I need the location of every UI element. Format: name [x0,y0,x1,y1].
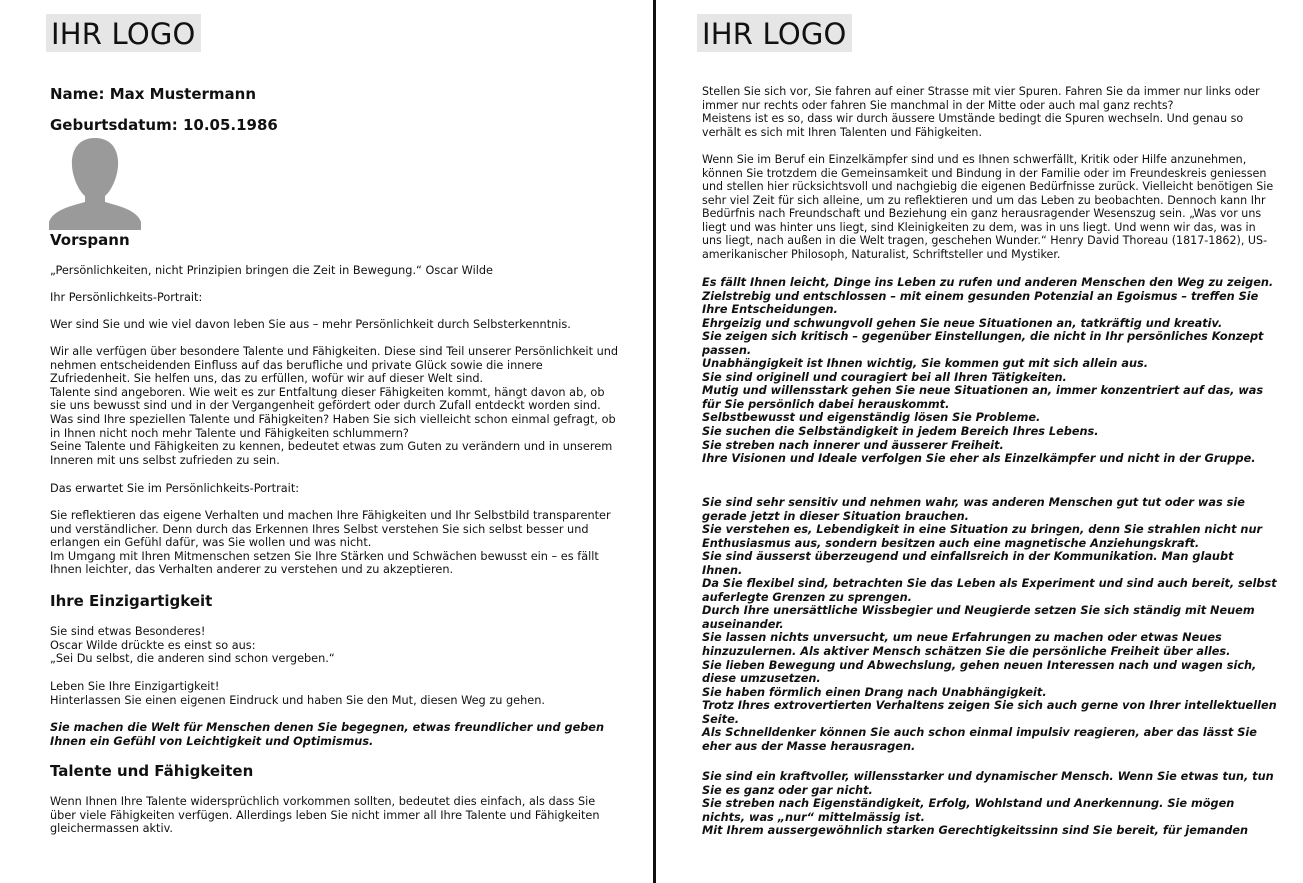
right-page [658,0,1303,883]
trait-line: Sie streben nach innerer und äusserer Freiheit. [702,438,1004,452]
intro-block [702,85,1277,139]
trait-block-1 [702,276,1277,466]
vorspann-paragraph: Talente sind angeboren. Wie weit es zur Entfaltung dieser Fähigkeiten kommt, hängt davon ab, ob sie uns bewusst sind und in der Vergangenheit gefördert oder durch Zufall entdeckt worden sind. Was sind Ihre speziellen Talente und Fähigkeiten? Haben Sie sich vielleicht schon einmal gefragt, ob in Ihnen nicht noch mehr Talente und Fähigkeiten schlummern? [50,385,616,440]
trait-line: Zielstrebig und entschlossen – mit einem gesunden Potenzial an Egoismus – treffen Sie Ihre Entscheidungen. [702,289,1259,317]
expect-label: Das erwartet Sie im Persönlichkeits-Portrait: [50,482,300,495]
vorspann-paragraph: Wir alle verfügen über besondere Talente und Fähigkeiten. Diese sind Teil unserer Persönlichkeit und nehmen entscheidenden Einfluss auf das berufliche und private Glück sowie die innere Zufriedenheit. Sie helfen uns, das zu erfüllen, wofür wir auf dieser Welt sind. [50,345,619,386]
trait-line: Sie lassen nichts unversucht, um neue Erfahrungen zu machen oder etwas Neues hinzuzulernen. Als aktiver Mensch schätzen Sie die persönliche Freiheit über alles. [702,631,1231,659]
trait-line: Sie sind ein kraftvoller, willensstarker und dynamischer Mensch. Wenn Sie etwas tun, tun Sie es ganz oder gar nicht. [702,770,1274,797]
einzigartigkeit-body-2 [50,680,620,707]
einzigartigkeit-emphasis: Sie machen die Welt für Menschen denen Sie begegnen, etwas freundlicher und geben Ihnen ein Gefühl von Leichtigkeit und Optimismus. [50,721,605,748]
portrait-label: Ihr Persönlichkeits-Portrait: [50,291,203,304]
vorspann-body [50,345,620,467]
trait-line: Ehrgeizig und schwungvoll gehen Sie neue Situationen an, tatkräftig und kreativ. [702,316,1223,330]
talente-paragraph: Wenn Ihnen Ihre Talente widersprüchlich vorkommen sollten, bedeutet dies einfach, als dass Sie über viele Fähigkeiten verfügen. Allerdings leben Sie nicht immer all Ihre Talente und Fähigkeiten gleichermassen aktiv. [50,795,600,836]
trait-line: Da Sie flexibel sind, betrachten Sie das Leben als Experiment und sind auch bereit, selbst auferlegte Grenzen zu sprengen. [702,577,1277,604]
logo-placeholder: IHR LOGO [697,14,852,52]
trait-line: Sie haben förmlich einen Drang nach Unabhängigkeit. [702,685,1047,699]
expect-paragraph: Im Umgang mit Ihren Mitmenschen setzen Sie Ihre Stärken und Schwächen bewusst ein – es fällt Ihnen leichter, das Verhalten anderer zu verstehen und zu akzeptieren. [50,549,599,577]
expect-body [50,509,620,577]
einzigartigkeit-line: Oscar Wilde drückte es einst so aus: [50,638,256,652]
trait-block-3 [702,770,1277,838]
einzigartigkeit-line: Leben Sie Ihre Einzigartigkeit! [50,680,220,693]
intro-paragraph: Stellen Sie sich vor, Sie fahren auf einer Strasse mit vier Spuren. Fahren Sie da immer nur links oder immer nur rechts oder fahren Sie manchmal in der Mitte oder auch mal ganz rechts? [702,85,1260,112]
einzigartigkeit-line: Sie sind etwas Besonderes! [50,625,206,638]
intro-paragraph: Meistens ist es so, dass wir durch äussere Umstände bedingt die Spuren wechseln. Und genau so verhält es sich mit Ihren Talenten und Fähigkeiten. [702,112,1244,139]
einzigartigkeit-body [50,625,620,666]
intro-paragraph-2: Wenn Sie im Beruf ein Einzelkämpfer sind und es Ihnen schwerfällt, Kritik oder Hilfe anzunehmen, können Sie trotzdem die Gemeinsamkeit und Bindung in der Familie oder im Freundeskreis geniessen und stellen hier rücksichtsvoll und nachgiebig die eigenen Bedürfnisse zurück. Vielleicht benötigen Sie sehr viel Zeit für sich alleine, um zu reflektieren und um das Leben zu beobachten. Dennoch kann Ihr Bedürfnis nach Freundschaft und Beziehung ein ganz herausragender Wesenszug sein. „Was vor uns liegt und was hinter uns liegt, sind Kleinigkeiten zu dem, was in uns liegt. Und wenn wir das, was in uns liegt, nach außen in die Welt tragen, geschehen Wunder.“ Henry David Thoreau (1817-1862), US-amerikanischer Philosoph, Naturalist, Schriftsteller und Mystiker. [702,153,1274,261]
trait-line: Trotz Ihres extrovertierten Verhaltens zeigen Sie sich auch gerne von Ihrer intellektuellen Seite. [702,699,1277,726]
trait-line: Sie sind äusserst überzeugend und einfallsreich in der Kommunikation. Man glaubt Ihnen. [702,550,1234,577]
trait-line: Als Schnelldenker können Sie auch schon einmal impulsiv reagieren, aber das lässt Sie eher aus der Masse herausragen. [702,726,1257,753]
expect-paragraph: Sie reflektieren das eigene Verhalten und machen Ihre Fähigkeiten und Ihr Selbstbild transparenter und verständlicher. Denn durch das Erkennen Ihres Selbst verstehen Sie sich selbst besser und erlangen ein Gefühl dafür, was Sie wollen und was nicht. [50,509,611,550]
section-heading-talente: Talente und Fähigkeiten [50,762,254,780]
trait-line: Sie streben nach Eigenständigkeit, Erfolg, Wohlstand und Anerkennung. Sie mögen nichts, was „nur“ mittelmässig ist. [702,797,1235,824]
trait-line: Sie lieben Bewegung und Abwechslung, gehen neuen Interessen nach und wagen sich, diese umzusetzen. [702,658,1257,686]
trait-line: Sie verstehen es, Lebendigkeit in eine Situation zu bringen, denn Sie strahlen nicht nur Enthusiasmus aus, sondern besitzen auch eine magnetische Anziehungskraft. [702,523,1263,550]
trait-line: Sie zeigen sich kritisch – gegenüber Einstellungen, die nicht in Ihr persönliches Konzept passen. [702,330,1264,357]
trait-line: Sie suchen die Selbständigkeit in jedem Bereich Ihres Lebens. [702,425,1099,439]
trait-line: Ihre Visionen und Ideale verfolgen Sie eher als Einzelkämpfer und nicht in der Gruppe. [702,452,1256,466]
trait-line: Unabhängigkeit ist Ihnen wichtig, Sie kommen gut mit sich allein aus. [702,357,1149,371]
avatar-silhouette-icon [47,136,143,230]
trait-line: Sie sind sehr sensitiv und nehmen wahr, was anderen Menschen gut tut oder was sie gerade jetzt in dieser Situation brauchen. [702,496,1245,523]
trait-line: Selbstbewusst und eigenständig lösen Sie Probleme. [702,411,1041,425]
section-heading-einzigartigkeit: Ihre Einzigartigkeit [50,592,213,610]
trait-block-2 [702,496,1277,753]
portrait-question: Wer sind Sie und wie viel davon leben Sie aus – mehr Persönlichkeit durch Selbsterkenntnis. [50,318,571,331]
einzigartigkeit-line: „Sei Du selbst, die anderen sind schon vergeben.“ [50,652,335,666]
vorspann-quote: „Persönlichkeiten, nicht Prinzipien bringen die Zeit in Bewegung.“ Oscar Wilde [50,264,493,277]
page-divider [653,0,656,883]
person-name: Name: Max Mustermann [50,85,257,103]
trait-line: Durch Ihre unersättliche Wissbegier und Neugierde setzen Sie sich ständig mit Neuem auseinander. [702,604,1255,631]
birth-date: Geburtsdatum: 10.05.1986 [50,116,278,134]
vorspann-paragraph: Seine Talente und Fähigkeiten zu kennen, bedeutet etwas zum Guten zu verändern und in unserem Inneren mit uns selbst zufrieden zu sein. [50,440,613,467]
logo-placeholder: IHR LOGO [46,14,201,52]
einzigartigkeit-line: Hinterlassen Sie einen eigenen Eindruck und haben Sie den Mut, diesen Weg zu gehen. [50,693,545,707]
section-heading-vorspann: Vorspann [50,231,130,249]
trait-line: Es fällt Ihnen leicht, Dinge ins Leben zu rufen und anderen Menschen den Weg zu zeigen. [702,276,1274,289]
trait-line: Mit Ihrem aussergewöhnlich starken Gerechtigkeitssinn sind Sie bereit, für jemanden [702,824,1249,838]
trait-line: Mutig und willensstark gehen Sie neue Situationen an, immer konzentriert auf das, was für Sie persönlich dabei herauskommt. [702,384,1264,411]
trait-line: Sie sind originell und couragiert bei all Ihren Tätigkeiten. [702,370,1067,384]
